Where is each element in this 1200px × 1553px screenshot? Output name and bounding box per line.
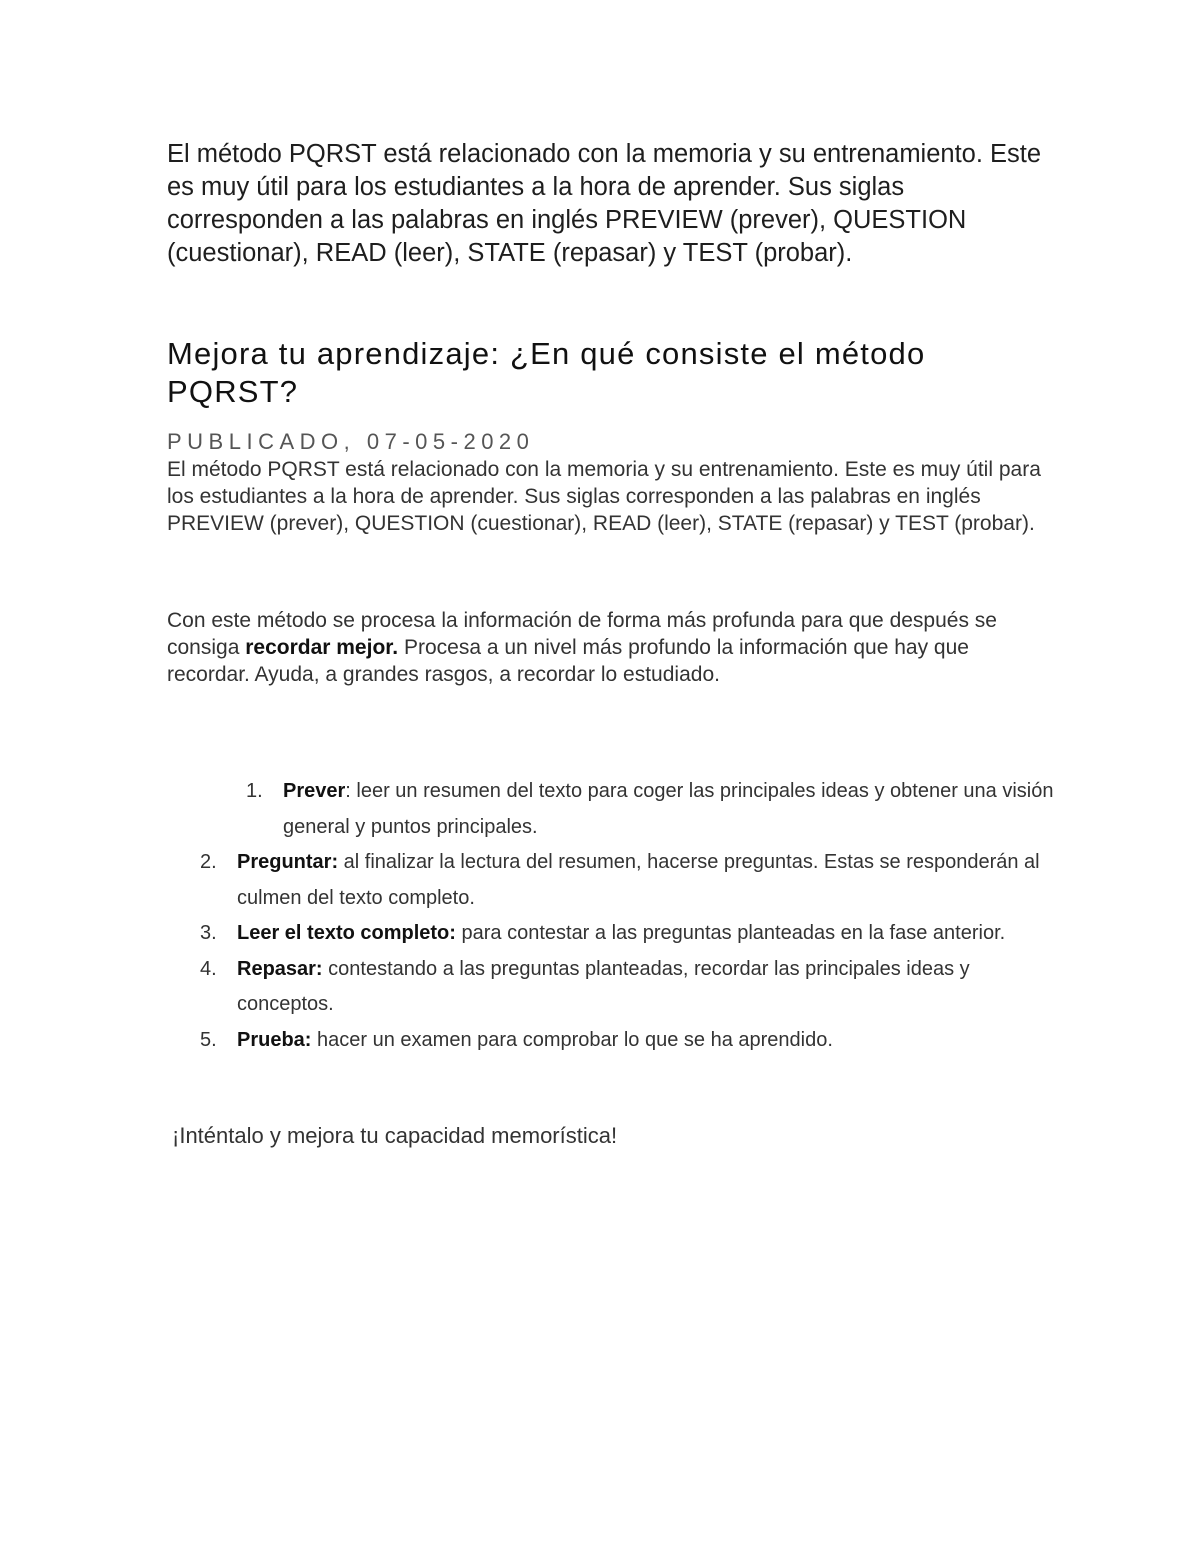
list-item-text: : leer un resumen del texto para coger las principales ideas y obtener una visión general y puntos principales. <box>283 780 1054 838</box>
article-paragraph-1: El método PQRST está relacionado con la memoria y su entrenamiento. Este es muy útil para los estudiantes a la hora de aprender. Sus siglas corresponden a las palabras en inglés PREVIEW (prever), QUESTION (cuestionar), READ (leer), STATE (repasar) y TEST (probar). <box>167 458 1041 535</box>
list-item-term: Repasar: <box>237 957 323 980</box>
list-item-term: Leer el texto completo: <box>237 922 456 944</box>
list-item-term: Prever <box>283 780 346 802</box>
list-item-number: 5. <box>200 1028 217 1051</box>
steps-list <box>200 774 1060 1058</box>
list-item <box>200 774 1060 845</box>
list-item-term: Prueba: <box>237 1028 312 1051</box>
published-date: PUBLICADO, 07-05-2020 <box>167 429 535 454</box>
list-item-number: 1. <box>246 780 263 802</box>
intro-paragraph: El método PQRST está relacionado con la memoria y su entrenamiento. Este es muy útil para los estudiantes a la hora de aprender. Sus siglas corresponden a las palabras en inglés PREVIEW (prever), QUESTION (cuestionar), READ (leer), STATE (repasar) y TEST (probar). <box>167 140 1042 267</box>
closing-line: ¡Inténtalo y mejora tu capacidad memorística! <box>172 1123 618 1148</box>
article-paragraph-2 <box>167 607 1027 688</box>
list-item-term: Preguntar: <box>237 851 339 873</box>
list-item-number: 2. <box>200 851 217 873</box>
list-item <box>200 916 1060 952</box>
list-item-text: al finalizar la lectura del resumen, hacerse preguntas. Estas se responderán al culmen del texto completo. <box>237 851 1040 909</box>
paragraph-2-text-after: Procesa a un nivel más profundo la información que hay que recordar. Ayuda, a grandes rasgos, a recordar lo estudiado. <box>167 636 969 686</box>
list-item-number: 3. <box>200 922 217 944</box>
list-item <box>200 1023 1060 1059</box>
article-title: Mejora tu aprendizaje: ¿En qué consiste el método PQRST? <box>167 336 926 409</box>
list-item <box>200 952 1060 1023</box>
list-item-number: 4. <box>200 957 217 980</box>
paragraph-2-text-before: Con este método se procesa la información de forma más profunda para que después se consiga <box>167 609 997 659</box>
list-item-text: para contestar a las preguntas planteadas en la fase anterior. <box>455 922 1006 944</box>
list-item-text: hacer un examen para comprobar lo que se ha aprendido. <box>311 1028 833 1051</box>
list-item <box>200 845 1060 916</box>
paragraph-2-bold-text: recordar mejor. <box>245 636 399 659</box>
list-item-text: contestando a las preguntas planteadas, recordar las principales ideas y conceptos. <box>237 957 970 1015</box>
